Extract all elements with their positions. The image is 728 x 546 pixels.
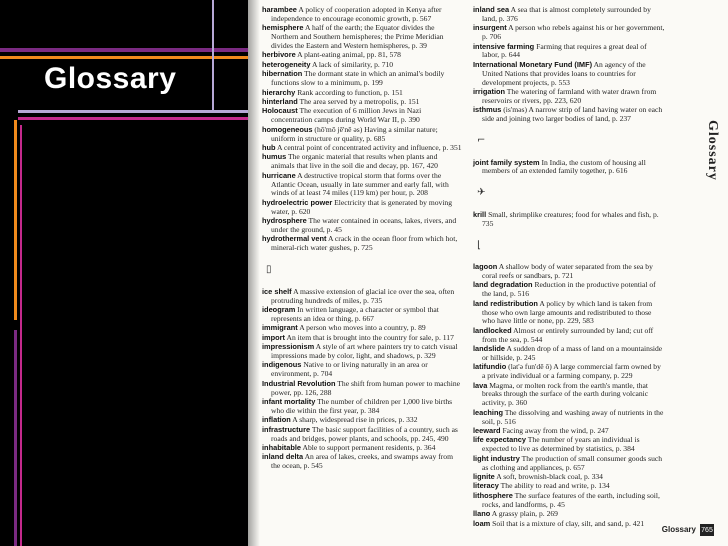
glossary-entry xyxy=(262,235,462,253)
glossary-term: infant mortality xyxy=(262,396,316,406)
glossary-term: heterogeneity xyxy=(262,59,311,69)
glossary-term: inland delta xyxy=(262,452,304,462)
glossary-definition: The execution of 6 million Jews in Nazi concentration camps during World War II, p. 390 xyxy=(271,106,422,125)
glossary-entry xyxy=(473,43,665,61)
glossary-definition: An agency of the United Nations that provides loans to countries for development projects, p. 553 xyxy=(482,59,646,87)
glossary-term: leeward xyxy=(473,426,501,436)
glossary-term: krill xyxy=(473,209,487,219)
glossary-term: homogeneous xyxy=(262,124,313,134)
glossary-definition: A destructive tropical storm that forms over the Atlantic Ocean, usually in late summer and early fall, with winds of at least 74 miles (119 km) per hour, p. 208 xyxy=(271,170,449,198)
glossary-term: leaching xyxy=(473,407,503,417)
glossary-term: hydrosphere xyxy=(262,216,307,226)
glossary-definition: A crack in the ocean floor from which hot, mineral-rich water gushes, p. 725 xyxy=(271,234,458,253)
glossary-definition: The ability to read and write, p. 134 xyxy=(500,481,610,491)
page-number: 765 xyxy=(700,524,714,536)
glossary-term: landlocked xyxy=(473,325,512,335)
section-i-continued xyxy=(473,6,665,124)
glossary-definition: A style of art where painters try to catch visual impressions made by color, light, and shadows, p. 329 xyxy=(271,342,458,360)
glossary-term: hydrothermal vent xyxy=(262,234,327,244)
glossary-definition: Facing away from the wind, p. 247 xyxy=(502,426,609,436)
glossary-definition: Electricity that is generated by moving water, p. 620 xyxy=(271,197,453,216)
glossary-entry xyxy=(473,106,665,124)
glossary-term: land degradation xyxy=(473,280,533,290)
glossary-term: infrastructure xyxy=(262,424,311,434)
glossary-entry xyxy=(262,426,462,444)
glossary-entry xyxy=(473,345,665,363)
glossary-definition: The production of small consumer goods such as clothing and appliances, p. 657 xyxy=(482,453,663,472)
magenta-stripe xyxy=(18,117,248,120)
lavender-stripe xyxy=(18,110,248,113)
glossary-definition: The dissolving and washing away of nutrients in the soil, p. 516 xyxy=(482,407,664,426)
glossary-definition: Farming that requires a great deal of labor, p. 644 xyxy=(482,41,647,60)
glossary-definition: An item that is brought into the country for sale, p. 117 xyxy=(286,332,454,342)
lavender-vertical-bar xyxy=(212,0,214,110)
section-i xyxy=(262,288,462,471)
glossary-entry xyxy=(262,453,462,471)
glossary-term: hinterland xyxy=(262,97,298,106)
glossary-term: llano xyxy=(473,509,491,519)
glossary-term: joint family system xyxy=(473,157,540,167)
glossary-term: lava xyxy=(473,380,488,390)
glossary-term: inflation xyxy=(262,415,291,425)
section-j xyxy=(473,159,665,177)
glossary-definition: A person who rebels against his or her government, p. 706 xyxy=(482,23,665,42)
glossary-entry xyxy=(473,436,665,454)
glossary-definition: The watering of farmland with water drawn from reservoirs or rivers, pp. 223, 620 xyxy=(482,86,657,105)
glossary-definition: The number of children per 1,000 live births who die within the first year, p. 384 xyxy=(271,396,453,415)
glossary-entry xyxy=(262,306,462,324)
glossary-term: hemisphere xyxy=(262,23,304,33)
glossary-entry xyxy=(262,107,462,125)
letter-i-icon: ▯ xyxy=(266,264,272,276)
glossary-definition: A soft, brownish-black coal, p. 334 xyxy=(496,472,603,482)
glossary-definition: The water contained in oceans, lakes, rivers, and under the ground, p. 45 xyxy=(271,216,457,234)
glossary-entry xyxy=(262,199,462,217)
glossary-definition: The shift from human power to machine power, pp. 126, 288 xyxy=(271,378,460,397)
glossary-term: ice shelf xyxy=(262,286,292,296)
glossary-term: isthmus xyxy=(473,105,502,115)
glossary-entry xyxy=(473,382,665,409)
glossary-definition: The surface features of the earth, including soil, rocks, and landforms, p. 45 xyxy=(482,490,660,509)
right-column xyxy=(473,6,665,529)
glossary-entry xyxy=(262,70,462,88)
glossary-definition: A lack of similarity, p. 710 xyxy=(311,59,394,69)
glossary-term: impressionism xyxy=(262,342,315,352)
glossary-definition: The dormant state in which an animal's bodily functions slow to a minimum, p. 199 xyxy=(271,69,445,88)
glossary-entry xyxy=(262,288,462,306)
section-h xyxy=(262,6,462,253)
glossary-entry xyxy=(473,6,665,24)
glossary-entry xyxy=(262,172,462,199)
glossary-term: International Monetary Fund (IMF) xyxy=(473,59,593,69)
glossary-entry xyxy=(473,520,665,529)
glossary-definition: (is'məs) A narrow strip of land having water on each side and joining two larger bodies of land, p. 237 xyxy=(482,105,663,124)
glossary-definition: Magma, or molten rock from the earth's mantle, that breaks through the surface of the earth during volcanic activity, p. 360 xyxy=(482,380,649,408)
glossary-term: latifundio xyxy=(473,362,507,372)
glossary-definition: A plant-eating animal, pp. 81, 578 xyxy=(297,50,401,60)
glossary-term: hibernation xyxy=(262,69,303,79)
glossary-entry xyxy=(262,6,462,24)
glossary-entry xyxy=(262,361,462,379)
glossary-definition: A half of the earth; the Equator divides the Northern and Southern hemispheres; the Prime Meridian divides the Eastern and Western hemispheres, p. 39 xyxy=(271,23,444,50)
glossary-term: herbivore xyxy=(262,50,296,60)
glossary-definition: The area served by a metropolis, p. 151 xyxy=(299,97,420,106)
glossary-term: immigrant xyxy=(262,323,298,333)
glossary-entry xyxy=(262,126,462,144)
glossary-definition: An area of lakes, creeks, and swamps away from the ocean, p. 545 xyxy=(271,452,454,471)
page-binding-shadow xyxy=(248,0,260,546)
glossary-definition: A central point of concentrated activity and influence, p. 351 xyxy=(277,143,462,152)
glossary-term: lignite xyxy=(473,472,495,482)
glossary-entry xyxy=(262,153,462,171)
glossary-entry xyxy=(473,327,665,345)
glossary-term: irrigation xyxy=(473,86,506,96)
glossary-entry xyxy=(262,398,462,416)
glossary-definition: A policy of cooperation adopted in Kenya after independence to encourage economic growth, p. 567 xyxy=(271,5,442,23)
glossary-entry xyxy=(262,380,462,398)
glossary-term: Industrial Revolution xyxy=(262,378,336,388)
letter-k-icon: ✈ xyxy=(477,187,486,199)
glossary-term: light industry xyxy=(473,453,520,463)
glossary-term: literacy xyxy=(473,481,499,491)
glossary-definition: The basic support facilities of a country, such as roads and bridges, power plants, and schools, pp. 245, 490 xyxy=(271,424,458,443)
glossary-definition: Able to support permanent residents, p. 364 xyxy=(302,442,436,452)
purple-vertical-bar xyxy=(14,330,17,546)
glossary-term: lagoon xyxy=(473,262,498,272)
glossary-definition: Soil that is a mixture of clay, silt, and sand, p. 421 xyxy=(492,518,645,528)
glossary-term: ideogram xyxy=(262,304,296,314)
glossary-definition: A grassy plain, p. 269 xyxy=(491,509,558,519)
glossary-entry xyxy=(473,24,665,42)
glossary-term: inhabitable xyxy=(262,442,302,452)
glossary-entry xyxy=(262,217,462,235)
glossary-term: insurgent xyxy=(473,23,507,33)
glossary-definition: In India, the custom of housing all members of an extended family together, p. 616 xyxy=(482,157,646,176)
glossary-entry xyxy=(473,492,665,510)
left-column xyxy=(262,6,462,472)
glossary-entry xyxy=(473,159,665,177)
section-k xyxy=(473,211,665,229)
glossary-term: inland sea xyxy=(473,5,510,14)
orange-vertical-bar xyxy=(14,120,17,320)
glossary-definition: A shallow body of water separated from the sea by coral reefs or sandbars, p. 721 xyxy=(482,262,653,280)
glossary-term: loam xyxy=(473,518,491,528)
glossary-page xyxy=(248,0,728,546)
glossary-entry xyxy=(473,211,665,229)
section-l xyxy=(473,263,665,528)
glossary-term: harambee xyxy=(262,5,297,14)
glossary-side-tab: Glossary xyxy=(705,120,720,181)
glossary-entry xyxy=(473,409,665,427)
glossary-entry xyxy=(473,263,665,281)
glossary-definition: In written language, a character or symbol that represents an idea or thing, p. 667 xyxy=(271,304,439,323)
glossary-term: Holocaust xyxy=(262,106,298,116)
glossary-definition: Native to or living naturally in an area or environment, p. 704 xyxy=(271,360,428,379)
glossary-definition: (lat'ə fun'dē ō) A large commercial farm owned by a private individual or a farming company, p. 229 xyxy=(482,362,661,381)
glossary-definition: (hō'mō jē'nē əs) Having a similar nature; uniform in structure or quality, p. 685 xyxy=(271,124,438,143)
glossary-term: landslide xyxy=(473,344,506,354)
magenta-vertical-bar xyxy=(20,125,22,546)
glossary-definition: A policy by which land is taken from those who own large amounts and redistributed to those who have little or none, pp. 229, 583 xyxy=(482,298,653,326)
glossary-definition: A massive extension of glacial ice over the sea, often protruding hundreds of miles, p. 735 xyxy=(271,286,455,305)
glossary-entry xyxy=(473,61,665,88)
glossary-term: indigenous xyxy=(262,360,302,370)
glossary-term: lithosphere xyxy=(473,490,513,500)
glossary-entry xyxy=(473,363,665,381)
glossary-term: life expectancy xyxy=(473,435,526,445)
glossary-entry xyxy=(473,281,665,299)
glossary-term: land redistribution xyxy=(473,298,538,308)
purple-stripe xyxy=(0,48,248,52)
glossary-definition: Almost or entirely surrounded by land; cut off from the sea, p. 544 xyxy=(482,325,654,344)
letter-j-icon: ⌐ xyxy=(477,135,486,147)
glossary-term: hydroelectric power xyxy=(262,197,333,207)
glossary-term: hierarchy xyxy=(262,87,296,97)
glossary-entry xyxy=(473,88,665,106)
footer-label: Glossary xyxy=(661,525,696,534)
glossary-definition: A sea that is almost completely surrounded by land, p. 376 xyxy=(482,5,651,23)
glossary-definition: The organic material that results when plants and animals that live in the soil die and decay, pp. 167, 420 xyxy=(271,152,438,171)
glossary-term: humus xyxy=(262,152,287,162)
glossary-term: hub xyxy=(262,143,276,152)
glossary-definition: Small, shrimplike creatures; food for whales and fish, p. 735 xyxy=(482,209,659,228)
glossary-definition: Rank according to function, p. 151 xyxy=(297,87,403,97)
glossary-entry xyxy=(262,24,462,51)
glossary-term: import xyxy=(262,332,285,342)
glossary-term: intensive farming xyxy=(473,41,535,51)
glossary-definition: A sharp, widespread rise in prices, p. 332 xyxy=(292,415,418,425)
glossary-definition: A sudden drop of a mass of land on a mountainside or hillside, p. 245 xyxy=(482,344,663,362)
glossary-definition: The number of years an individual is expected to live as determined by statistics, p. 384 xyxy=(482,435,640,454)
glossary-entry xyxy=(473,455,665,473)
letter-l-icon: ⌊ xyxy=(477,239,481,251)
glossary-definition: A person who moves into a country, p. 89 xyxy=(299,323,426,333)
slide-title: Glossary xyxy=(44,62,177,95)
glossary-entry xyxy=(473,300,665,327)
orange-stripe xyxy=(0,56,248,59)
glossary-entry xyxy=(262,343,462,361)
glossary-term: hurricane xyxy=(262,170,296,180)
glossary-definition: Reduction in the productive potential of the land, p. 516 xyxy=(482,280,656,299)
